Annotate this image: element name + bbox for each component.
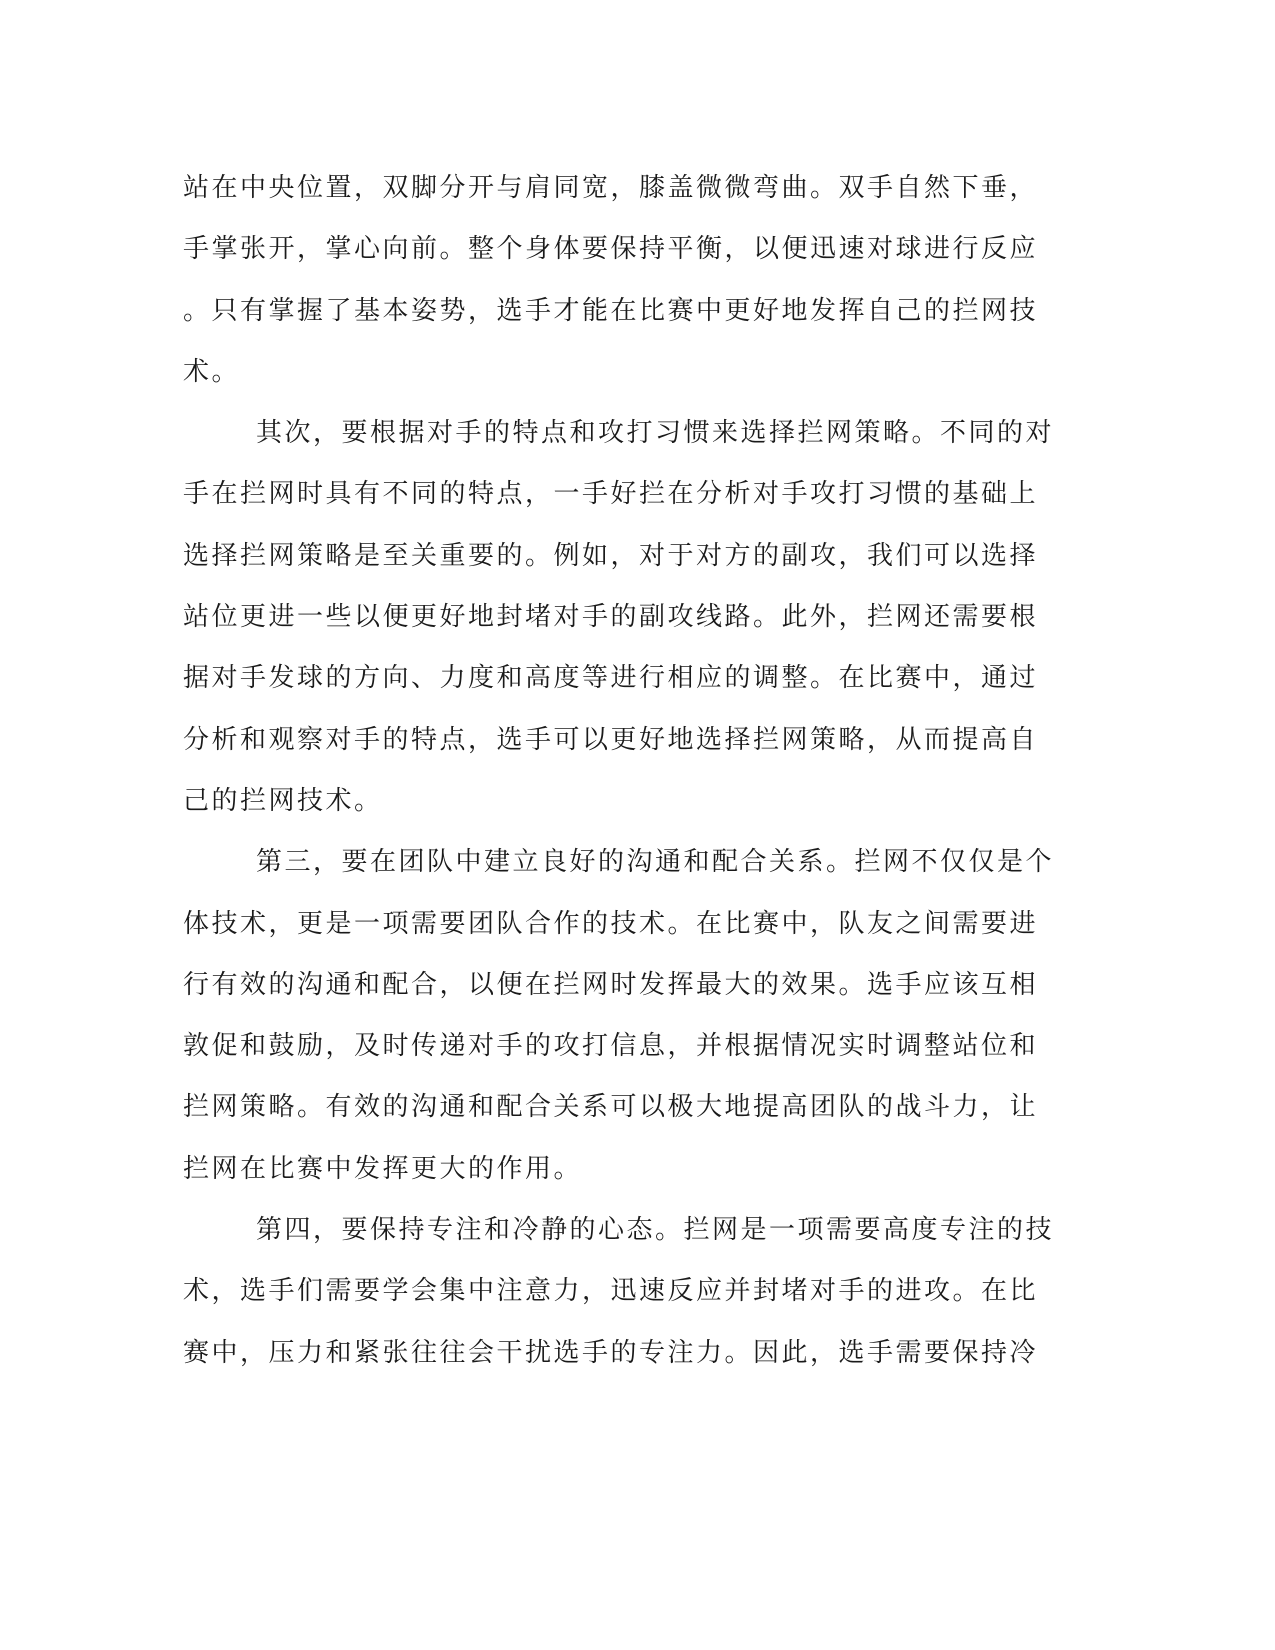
text-line: 。只有掌握了基本姿势，选手才能在比赛中更好地发挥自己的拦网技 — [183, 295, 1039, 326]
text-line: 手掌张开，掌心向前。整个身体要保持平衡，以便迅速对球进行反应 — [183, 234, 1039, 265]
text-line: 站在中央位置，双脚分开与肩同宽，膝盖微微弯曲。双手自然下垂， — [183, 173, 1039, 203]
text-line: 术。 — [183, 356, 241, 387]
text-line: 拦网在比赛中发挥更大的作用。 — [183, 1153, 583, 1184]
text-line: 行有效的沟通和配合，以便在拦网时发挥最大的效果。选手应该互相 — [183, 969, 1039, 1000]
body-text — [183, 158, 1054, 1384]
text-line: 站位更进一些以便更好地封堵对手的副攻线路。此外，拦网还需要根 — [183, 602, 1039, 633]
paragraph-start-line: 其次，要根据对手的特点和攻打习惯来选择拦网策略。不同的对 — [256, 418, 1055, 449]
paragraph-start-line: 第四，要保持专注和冷静的心态。拦网是一项需要高度专注的技 — [256, 1215, 1055, 1246]
text-line: 分析和观察对手的特点，选手可以更好地选择拦网策略，从而提高自 — [183, 724, 1039, 755]
text-line: 术，选手们需要学会集中注意力，迅速反应并封堵对手的进攻。在比 — [183, 1276, 1039, 1307]
text-line: 体技术，更是一项需要团队合作的技术。在比赛中，队友之间需要进 — [183, 908, 1039, 939]
text-line: 赛中，压力和紧张往往会干扰选手的专注力。因此，选手需要保持冷 — [183, 1337, 1039, 1368]
text-line: 手在拦网时具有不同的特点，一手好拦在分析对手攻打习惯的基础上 — [183, 479, 1039, 510]
paragraph-start-line: 第三，要在团队中建立良好的沟通和配合关系。拦网不仅仅是个 — [256, 847, 1055, 878]
text-line: 拦网策略。有效的沟通和配合关系可以极大地提高团队的战斗力，让 — [183, 1092, 1039, 1123]
text-line: 敦促和鼓励，及时传递对手的攻打信息，并根据情况实时调整站位和 — [183, 1031, 1039, 1062]
text-line: 选择拦网策略是至关重要的。例如，对于对方的副攻，我们可以选择 — [183, 540, 1039, 571]
text-line: 据对手发球的方向、力度和高度等进行相应的调整。在比赛中，通过 — [183, 663, 1039, 694]
text-line: 己的拦网技术。 — [183, 785, 383, 816]
